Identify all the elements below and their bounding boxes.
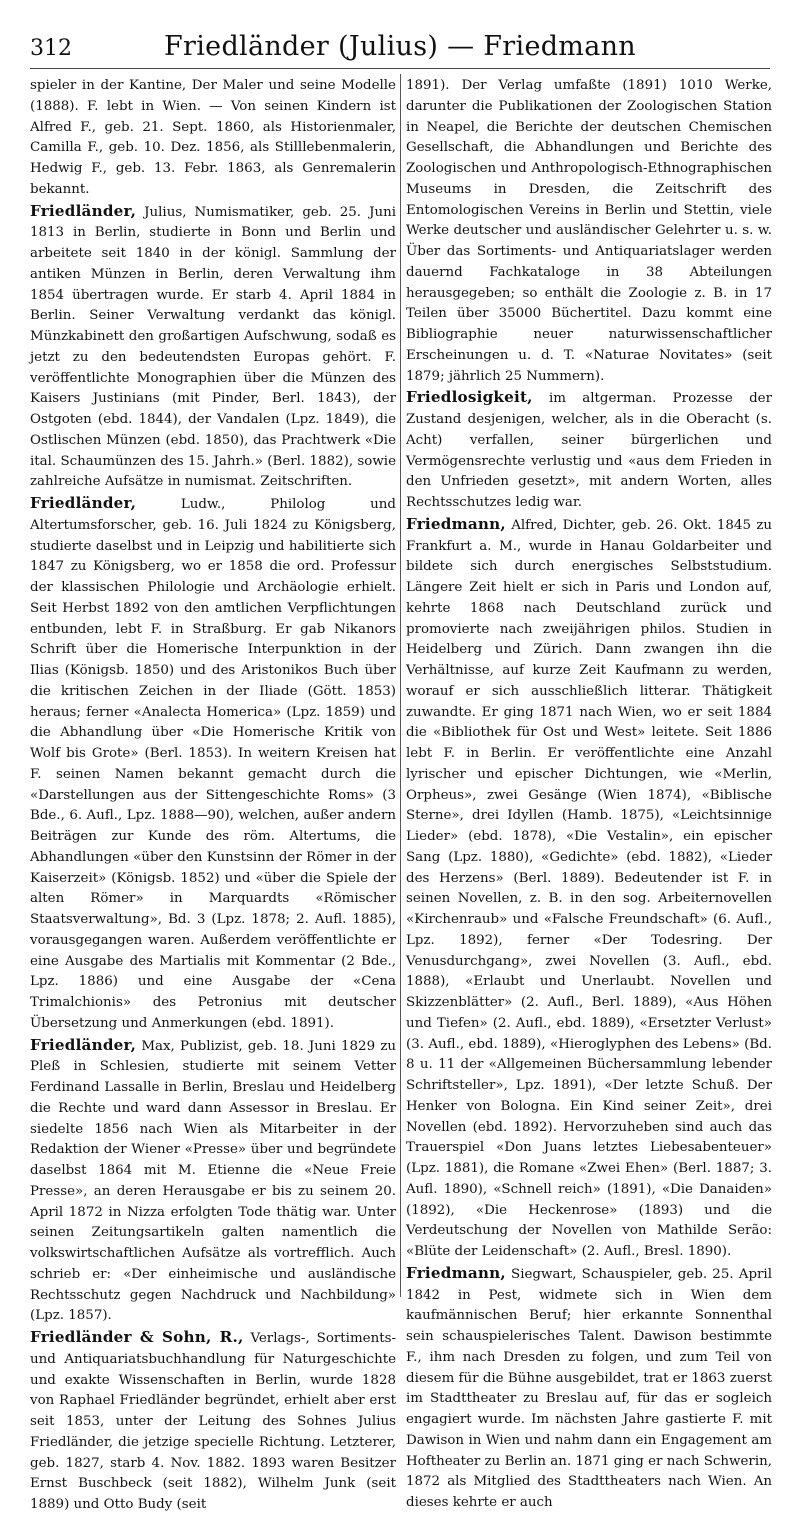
entry — [406, 514, 772, 1263]
entry — [30, 1327, 396, 1516]
entry-headword: Friedländer, — [30, 201, 137, 220]
entry-headword: Friedmann, — [406, 514, 506, 533]
entry-text: spieler in der Kantine, Der Maler und seine Modelle (1888). F. lebt in Wien. — Von seinen Kindern ist Alfred F., geb. 21. Sept. 1860, als Historienmaler, Camilla F., geb. 10. Dez. 1856, als Stilllebenmalerin, Hedwig F., geb. 13. Febr. 1863, als Genremalerin bekannt. — [30, 78, 396, 197]
entry — [30, 1035, 396, 1328]
entry — [406, 1263, 772, 1514]
entry — [30, 493, 396, 1035]
page-number: 312 — [30, 36, 72, 61]
header-rule — [30, 68, 770, 69]
left-column — [30, 74, 396, 1512]
entry-headword: Friedmann, — [406, 1263, 506, 1282]
column-divider — [400, 74, 401, 1297]
entry-text: Ludw., Philolog und Altertumsforscher, geb. 16. Juli 1824 zu Königsberg, studierte daselbst und in Leipzig und habilitierte sich 1847 zu Königsberg, wo er 1858 die ord. Professur der klassischen Philologie und Archäologie erhielt. Seit Herbst 1892 von den amtlichen Verpflichtungen entbunden, lebt F. in Straßburg. Er gab Nikanors Schrift über die Homerische Interpunktion in der Ilias (Königsb. 1850) und des Aristonikos Buch über die kritischen Zeichen in der Iliade (Gött. 1853) heraus; ferner «Analecta Homerica» (Lpz. 1859) und die Abhandlung über «Die Homerische Kritik von Wolf bis Grote» (Berl. 1853). In weitern Kreisen hat F. seinen Namen bekannt gemacht durch die «Darstellungen aus der Sittengeschichte Roms» (3 Bde., 6. Aufl., Lpz. 1888—90), welchen, außer andern Beiträgen zur Kunde des röm. Altertums, die Abhandlungen «über den Kunstsinn der Römer in der Kaiserzeit» (Königsb. 1852) und «über die Spiele der alten Römer» in Marquardts «Römischer Staatsverwaltung», Bd. 3 (Lpz. 1878; 2. Aufl. 1885), vorausgegangen waren. Außerdem veröffentlichte er eine Ausgabe des Martialis mit Kommentar (2 Bde., Lpz. 1886) und eine Ausgabe der «Cena Trimalchionis» des Petronius mit deutscher Übersetzung und Anmerkungen (ebd. 1891). — [30, 497, 396, 1031]
page-header — [30, 30, 770, 70]
entry-text: Verlags-, Sortiments- und Antiquariatsbuchhandlung für Naturgeschichte und exakte Wissenschaften in Berlin, wurde 1828 von Raphael Friedländer begründet, erhielt aber erst seit 1853, unter der Leitung des Sohnes Julius Friedländer, die jetzige specielle Richtung. Letzterer, geb. 1827, starb 4. Nov. 1882. 1893 waren Besitzer Ernst Buschbeck (seit 1882), Wilhelm Junk (seit 1889) und Otto Budy (seit — [30, 1331, 396, 1512]
entry-text: Max, Publizist, geb. 18. Juni 1829 zu Pleß in Schlesien, studierte mit seinem Vetter Ferdinand Lassalle in Berlin, Breslau und Heidelberg die Rechte und ward dann Assessor in Breslau. Er siedelte 1856 nach Wien als Mitarbeiter in der Redaktion der Wiener «Presse» über und begründete daselbst 1864 mit M. Etienne die «Neue Freie Presse», an deren Herausgabe er bis zu seinem 20. April 1872 in Nizza erfolgten Tode thätig war. Unter seinen Zeitungsartikeln galten namentlich die volkswirtschaftlichen Aufsätze als vortrefflich. Auch schrieb er: «Der einheimische und ausländische Rechtsschutz gegen Nachdruck und Nachbildung» (Lpz. 1857). — [30, 1038, 396, 1324]
entry-headword: Friedländer, — [30, 1035, 137, 1054]
entry-headword: Friedländer & Sohn, R., — [30, 1328, 244, 1346]
entry-text: 1891). Der Verlag umfaßte (1891) 1010 Werke, darunter die Publikationen der Zoologischen Station in Neapel, die Berichte der deutschen Chemischen Gesellschaft, die Abhandlungen und Berichte des Zoologischen und Anthropologisch-Ethnographischen Museums in Dresden, die Zeitschrift des Entomologischen Vereins in Berlin und Stettin, viele Werke deutscher und ausländischer Gelehrter u. s. w. Über das Sortiments- und Antiquariatslager werden dauernd Fachkataloge in 38 Abteilungen herausgegeben; so enthält die Zoologie z. B. in 17 Teilen über 35000 Büchertitel. Dazu kommt eine Bibliographie neuer naturwissenschaftlicher Erscheinungen u. d. T. «Naturae Novitates» (seit 1879; jährlich 25 Nummern). — [406, 78, 772, 384]
entry — [406, 387, 772, 514]
entry — [30, 74, 396, 201]
right-column — [406, 74, 773, 1510]
entry — [406, 74, 772, 387]
entry-headword: Friedländer, — [30, 494, 137, 512]
running-head: Friedländer (Julius) — Friedmann — [164, 31, 636, 62]
entry-text: Siegwart, Schauspieler, geb. 25. April 1842 in Pest, widmete sich in Wien dem kaufmännischen Beruf; hier erkannte Sonnenthal sein schauspielerisches Talent. Dawison bestimmte F., ihm nach Dresden zu folgen, und zum Teil von diesem für die Bühne ausgebildet, trat er 1863 zuerst im Stadttheater zu Breslau auf, für das er sogleich engagiert wurde. Im nächsten Jahre gastierte F. mit Dawison in Wien und nahm dann ein Engagement am Hoftheater zu Berlin an. 1871 ging er nach Schwerin, 1872 als Mitglied des Stadttheaters nach Wien. An dieses kehrte er auch — [406, 1266, 772, 1510]
entry-text: im altgerman. Prozesse der Zustand desjenigen, welcher, als in die Oberacht (s. Acht) verfallen, seiner bürgerlichen und Vermögensrechte verlustig und «aus dem Frieden in den Unfrieden gesetzt», mit andern Worten, alles Rechtsschutzes ledig war. — [406, 391, 772, 510]
entry-text: Julius, Numismatiker, geb. 25. Juni 1813 in Berlin, studierte in Bonn und Berlin und arbeitete seit 1840 in der königl. Sammlung der antiken Münzen in Berlin, deren Verwaltung ihm 1854 übertragen wurde. Er starb 4. April 1884 in Berlin. Seiner Verwaltung verdankt das königl. Münzkabinett den großartigen Aufschwung, sodaß es jetzt zu den bedeutendsten Europas gehört. F. veröffentlichte Monographien über die Münzen des Kaisers Justinians (mit Pinder, Berl. 1843), der Ostgoten (ebd. 1844), der Vandalen (Lpz. 1849), die Ostlischen Münzen (ebd. 1850), das Prachtwerk «Die ital. Schaumünzen des 15. Jahrh.» (Berl. 1882), sowie zahlreiche Aufsätze in numismat. Zeitschriften. — [30, 204, 396, 490]
entry-text: Alfred, Dichter, geb. 26. Okt. 1845 zu Frankfurt a. M., wurde in Hanau Goldarbeiter und bildete sich durch energisches Selbststudium. Längere Zeit hielt er sich in Paris und London auf, kehrte 1868 nach Deutschland zurück und promovierte nach zweijährigen philos. Studien in Heidelberg und Zürich. Dann zwangen ihn die Verhältnisse, auf kurze Zeit Kaufmann zu werden, worauf er sich ausschließlich litterar. Thätigkeit zuwandte. Er ging 1871 nach Wien, wo er seit 1884 die «Bibliothek für Ost und West» leitete. Seit 1886 lebt F. in Berlin. Er veröffentlichte eine Anzahl lyrischer und epischer Dichtungen, wie «Merlin, Orpheus», zwei Gesänge (Wien 1874), «Biblische Sterne», drei Idyllen (Hamb. 1875), «Leichtsinnige Lieder» (ebd. 1878), «Die Vestalin», ein epischer Sang (Lpz. 1880), «Gedichte» (ebd. 1882), «Lieder des Herzens» (Berl. 1889). Bedeutender ist F. in seinen Novellen, z. B. in den sog. Arbeiternovellen «Kirchenraub» und «Falsche Freundschaft» (6. Aufl., Lpz. 1892), ferner «Der Todesring. Der Venusdurchgang», zwei Novellen (3. Aufl., ebd. 1888), «Erlaubt und Unerlaubt. Novellen und Skizzenblätter» (2. Aufl., Berl. 1889), «Aus Höhen und Tiefen» (2. Aufl., ebd. 1889), «Ersetzter Verlust» (3. Aufl., ebd. 1889), «Hieroglyphen des Lebens» (Bd. 8 u. 11 der «Allgemeinen Büchersammlung lebender Schriftsteller», Lpz. 1891), «Der letzte Schuß. Der Henker von Bologna. Ein Kind seiner Zeit», drei Novellen (ebd. 1892). Hervorzuheben sind auch das Trauerspiel «Don Juans letztes Liebesabenteuer» (Lpz. 1881), die Romane «Zwei Ehen» (Berl. 1887; 3. Aufl. 1890), «Schnell reich» (1891), «Die Danaiden» (1892), «Die Heckenrose» (1893) und die Verdeutschung der Novellen von Mathilde Serão: «Blüte der Leidenschaft» (2. Aufl., Bresl. 1890). — [406, 517, 773, 1259]
entry-headword: Friedlosigkeit, — [406, 388, 533, 407]
text-columns — [30, 74, 773, 1512]
entry — [30, 201, 396, 494]
